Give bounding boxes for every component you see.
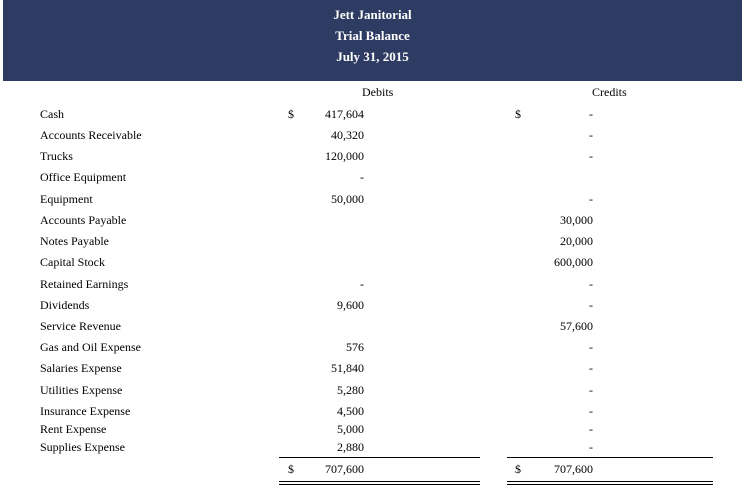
account-name: Cash [40, 107, 64, 121]
debit-amount: 120,000 [325, 149, 364, 163]
debit-total-rule [279, 457, 480, 458]
account-name: Trucks [40, 149, 73, 163]
credits-column-header: Credits [592, 85, 627, 99]
credit-total: 707,600 [554, 462, 593, 476]
credit-double-rule-2 [507, 484, 713, 485]
credit-amount: - [589, 383, 593, 397]
account-name: Office Equipment [40, 170, 127, 184]
credit-double-rule-1 [507, 481, 713, 482]
credit-total-sign: $ [515, 462, 521, 476]
table-row [0, 440, 745, 458]
debit-amount: 5,280 [337, 383, 364, 397]
report-date: July 31, 2015 [336, 49, 409, 64]
debit-amount: 4,500 [337, 404, 364, 418]
table-row [0, 277, 745, 295]
account-name: Retained Earnings [40, 277, 129, 291]
account-name: Supplies Expense [40, 440, 125, 454]
table-row [0, 422, 745, 440]
debit-amount: 576 [346, 340, 364, 354]
account-name: Insurance Expense [40, 404, 131, 418]
debit-total: 707,600 [325, 462, 364, 476]
totals-row [0, 462, 745, 480]
credit-amount: 57,600 [560, 319, 593, 333]
account-name: Salaries Expense [40, 361, 122, 375]
table-row [0, 298, 745, 316]
debit-amount: 5,000 [337, 422, 364, 436]
credit-amount: - [589, 422, 593, 436]
debit-total-sign: $ [288, 462, 294, 476]
credit-amount: - [589, 149, 593, 163]
debit-double-rule-1 [279, 481, 480, 482]
credit-amount: - [589, 107, 593, 121]
credit-amount: - [589, 340, 593, 354]
account-name: Accounts Receivable [40, 128, 142, 142]
account-name: Capital Stock [40, 255, 105, 269]
account-name: Dividends [40, 298, 90, 312]
debit-dollar-sign: $ [288, 107, 294, 121]
debit-amount: - [360, 277, 364, 291]
table-row [0, 319, 745, 337]
credit-amount: - [589, 128, 593, 142]
account-name: Accounts Payable [40, 213, 127, 227]
credit-amount: - [589, 277, 593, 291]
account-name: Utilities Expense [40, 383, 123, 397]
debit-amount: 40,320 [331, 128, 364, 142]
credit-amount: - [589, 298, 593, 312]
table-row [0, 383, 745, 401]
table-row [0, 361, 745, 379]
debit-amount: 9,600 [337, 298, 364, 312]
table-row [0, 255, 745, 273]
debit-amount: 50,000 [331, 192, 364, 206]
credit-amount: 600,000 [554, 255, 593, 269]
debit-amount: 2,880 [337, 440, 364, 454]
debit-amount: 51,840 [331, 361, 364, 375]
table-row [0, 234, 745, 252]
credit-amount: - [589, 404, 593, 418]
table-row [0, 149, 745, 167]
credit-amount: 20,000 [560, 234, 593, 248]
account-name: Notes Payable [40, 234, 109, 248]
credit-dollar-sign: $ [515, 107, 521, 121]
table-row [0, 213, 745, 231]
credit-amount: 30,000 [560, 213, 593, 227]
table-row [0, 404, 745, 422]
table-row [0, 192, 745, 210]
account-name: Rent Expense [40, 422, 107, 436]
account-name: Equipment [40, 192, 93, 206]
account-name: Service Revenue [40, 319, 121, 333]
debits-column-header: Debits [362, 85, 394, 99]
credit-total-rule [507, 457, 713, 458]
credit-amount: - [589, 192, 593, 206]
table-row [0, 107, 745, 125]
debit-amount: 417,604 [325, 107, 364, 121]
report-title: Trial Balance [335, 28, 410, 43]
credit-amount: - [589, 361, 593, 375]
report-header [3, 0, 742, 81]
table-row [0, 170, 745, 188]
table-row [0, 128, 745, 146]
account-name: Gas and Oil Expense [40, 340, 141, 354]
table-row [0, 340, 745, 358]
debit-double-rule-2 [279, 484, 480, 485]
debit-amount: - [360, 170, 364, 184]
credit-amount: - [589, 440, 593, 454]
company-name: Jett Janitorial [333, 7, 412, 22]
